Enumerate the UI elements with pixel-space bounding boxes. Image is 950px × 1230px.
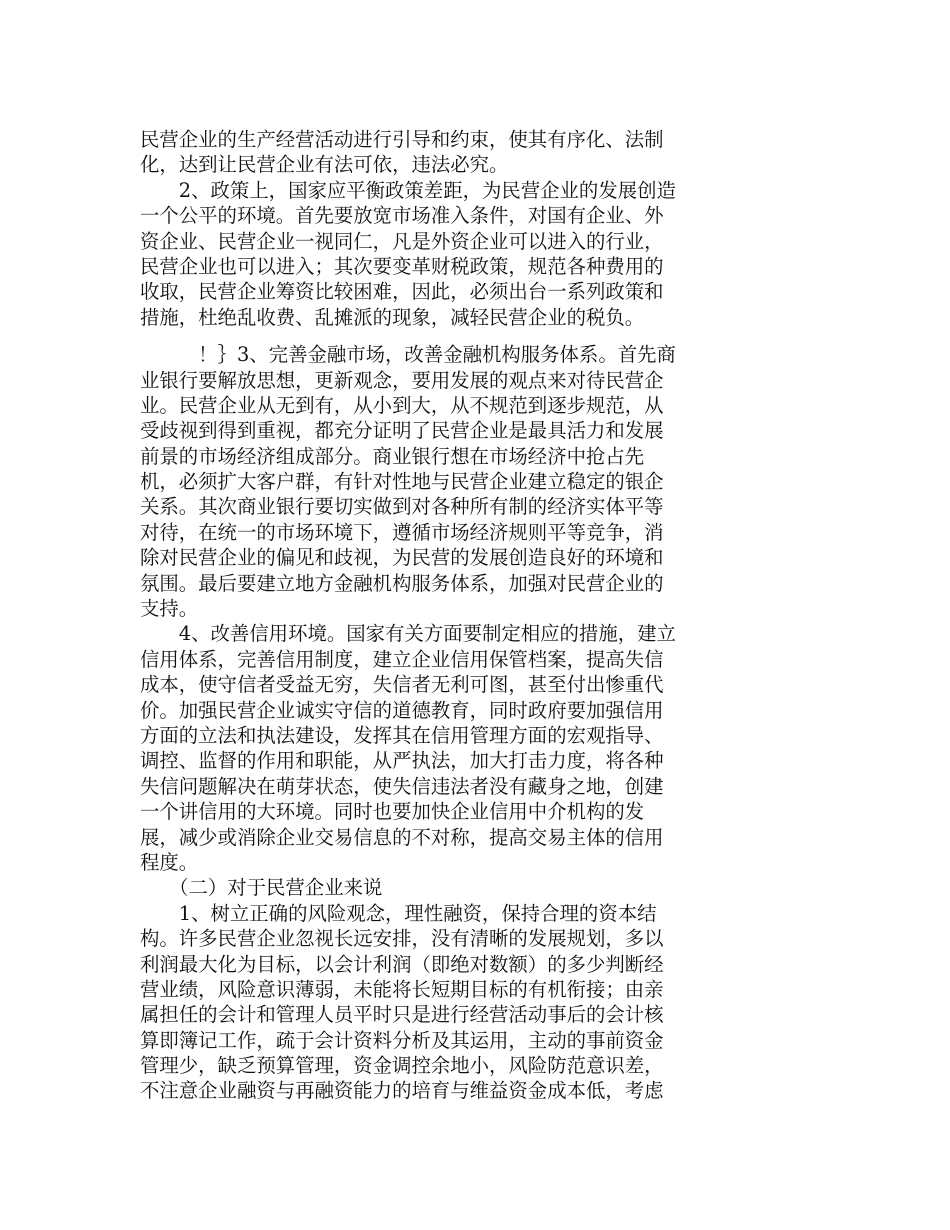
text-line: 4、改善信用环境。国家有关方面要制定相应的措施，建立 [140,622,676,646]
text-line: 氛围。最后要建立地方金融机构服务体系，加强对民营企业的 [140,571,664,595]
text-line: 民营企业也可以进入；其次要变革财税政策，规范各种费用的 [140,254,664,278]
text-line: 支持。 [140,597,199,621]
text-line: 化，达到让民营企业有法可依，违法必究。 [140,153,509,177]
text-line: 属担任的会计和管理人员平时只是进行经营活动事后的会计核 [140,1003,664,1027]
text-line: 资企业、民营企业一视同仁，凡是外资企业可以进入的行业， [140,229,664,253]
text-line: 关系。其次商业银行要切实做到对各种所有制的经济实体平等 [140,495,664,519]
text-line: 成本，使守信者受益无穷，失信者无利可图，甚至付出惨重代 [140,673,664,697]
text-line: 民营企业的生产经营活动进行引导和约束，使其有序化、法制 [140,128,664,151]
text-line: 算即簿记工作，疏于会计资料分析及其运用，主动的事前资金 [140,1028,664,1052]
text-line: 构。许多民营企业忽视长远安排，没有清晰的发展规划，多以 [140,927,664,951]
text-line: 方面的立法和执法建设，发挥其在信用管理方面的宏观指导、 [140,723,664,747]
document-body [140,127,740,1104]
text-line: 利润最大化为目标，以会计利润（即绝对数额）的多少判断经 [140,952,664,976]
text-line: 一个讲信用的大环境。同时也要加快企业信用中介机构的发 [140,800,645,824]
text-line: 措施，杜绝乱收费、乱摊派的现象，减轻民营企业的税负。 [140,305,645,329]
text-line: 管理少，缺乏预算管理，资金调控余地小，风险防范意识差， [140,1054,664,1078]
text-line: 程度。 [140,850,199,874]
text-line: 调控、监督的作用和职能，从严执法，加大打击力度，将各种 [140,749,664,773]
paragraph-gap [140,330,740,342]
text-line: 信用体系，完善信用制度，建立企业信用保管档案，提高失信 [140,647,664,671]
section-heading: （二）对于民营企业来说 [140,876,383,900]
text-line: 一个公平的环境。首先要放宽市场准入条件，对国有企业、外 [140,204,664,228]
text-line: 2、政策上，国家应平衡政策差距，为民营企业的发展创造 [140,178,676,202]
text-line: 收取，民营企业筹资比较困难，因此，必须出台一系列政策和 [140,280,664,304]
text-line: 营业绩，风险意识薄弱，未能将长短期目标的有机衔接；由亲 [140,977,664,1001]
text-line: 失信问题解决在萌芽状态，使失信违法者没有藏身之地，创建 [140,774,664,798]
text-line: 机，必须扩大客户群，有针对性地与民营企业建立稳定的银企 [140,470,664,494]
text-line: 除对民营企业的偏见和歧视，为民营的发展创造良好的环境和 [140,546,664,570]
text-line: 不注意企业融资与再融资能力的培育与维益资金成本低，考虑 [140,1079,664,1103]
text-line: 前景的市场经济组成部分。商业银行想在市场经济中抢占先 [140,444,645,468]
text-line: 价。加强民营企业诚实守信的道德教育，同时政府要加强信用 [140,698,664,722]
text-line: ！｝3、完善金融市场，改善金融机构服务体系。首先商 [140,343,676,367]
text-line: 业银行要解放思想，更新观念，要用发展的观点来对待民营企 [140,368,664,392]
text-line: 对待，在统一的市场环境下，遵循市场经济规则平等竞争，消 [140,520,664,544]
text-line: 受歧视到得到重视，都充分证明了民营企业是最具活力和发展 [140,419,664,443]
text-line: 展，减少或消除企业交易信息的不对称，提高交易主体的信用 [140,825,664,849]
text-line: 1、树立正确的风险观念，理性融资，保持合理的资本结 [140,901,657,925]
text-line: 业。民营企业从无到有，从小到大，从不规范到逐步规范，从 [140,393,664,417]
